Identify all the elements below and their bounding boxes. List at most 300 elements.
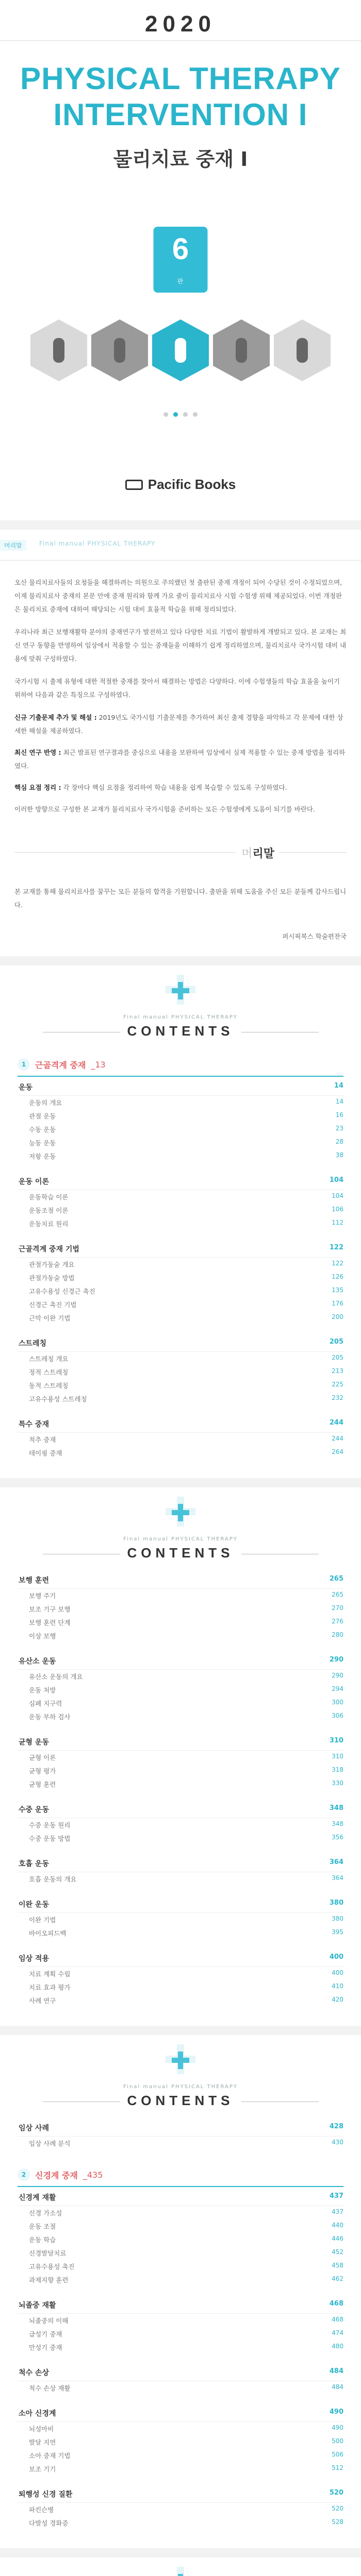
table-of-contents [0,2117,361,2548]
preface-tag-title: Final manual PHYSICAL THERAPY [39,540,156,547]
cover-title-en [0,61,361,133]
toc-item-page: 225 [332,1381,343,1388]
toc-item-page: 437 [332,2208,343,2215]
toc-item-page: 112 [332,1219,343,1226]
spacer [18,2530,343,2538]
section-title: 소아 신경계 [19,2410,56,2418]
carousel-dot[interactable] [193,412,198,417]
section-row[interactable] [18,1171,343,1190]
toc-item[interactable] [18,1670,343,1683]
preface-signature: 퍼시픽북스 학술편찬국 [282,933,347,940]
section-title: 보행 훈련 [19,1577,49,1585]
toc-item-page: 446 [332,2235,343,2242]
toc-item-title: 심폐 지구력 [29,1700,62,1707]
chapter-heading[interactable] [18,2162,343,2187]
toc-item[interactable] [18,1392,343,1405]
toc-item-page: 364 [332,1874,343,1882]
toc-item-title: 고유수용성 촉진 [29,2263,75,2270]
preface-tag: 머리말 [0,540,26,551]
spacer [18,2354,343,2362]
toc-item-page: 512 [332,2464,343,2471]
toc-item-page: 474 [332,2329,343,2336]
toc-item-page: 380 [332,1915,343,1922]
toc-item-title: 소아 중재 기법 [29,2452,71,2460]
toc-item-title: 신경발달치료 [29,2249,67,2257]
section-title: 이완 운동 [19,1901,49,1909]
hex-image-1 [30,319,87,381]
section-row[interactable] [18,2117,343,2137]
toc-item-title: 척추 중재 [29,1436,56,1444]
toc-item-page: 452 [332,2248,343,2256]
toc-item[interactable] [18,1149,343,1163]
toc-item-page: 205 [332,1354,343,1361]
toc-item[interactable] [18,2233,343,2246]
toc-item-title: 이완 기법 [29,1916,56,1924]
section-row[interactable] [18,2295,343,2314]
toc-item-page: 440 [332,2222,343,2229]
toc-item[interactable] [18,1298,343,1311]
toc-item-title: 뇌졸중의 이해 [29,2317,69,2325]
section-row[interactable] [18,1853,343,1872]
contents-subtitle: Final manual PHYSICAL THERAPY [123,2084,238,2090]
section-row[interactable] [18,1077,343,1096]
carousel-dots[interactable] [0,412,361,417]
section-page: 364 [329,1858,343,1866]
toc-item-page: 14 [335,1098,343,1105]
toc-item[interactable] [18,1352,343,1365]
chapter-heading[interactable] [18,1052,343,1077]
toc-item[interactable] [18,1872,343,1886]
toc-item-title: 치료 계획 수립 [29,1970,71,1978]
carousel-dot[interactable] [163,412,168,417]
preface-header [0,530,361,561]
cross-icon [172,2574,189,2576]
toc-item-page: 310 [332,1753,343,1760]
toc-item[interactable] [18,2219,343,2233]
section-page: 290 [329,1656,343,1664]
publisher-icon [125,480,143,490]
toc-item[interactable] [18,1967,343,1980]
toc-item[interactable] [18,1365,343,1379]
section-row[interactable] [18,1651,343,1670]
toc-item[interactable] [18,1683,343,1697]
section-page: 122 [329,1244,343,1251]
table-of-contents [0,1052,361,1478]
toc-item-page: 276 [332,1618,343,1625]
toc-item[interactable] [18,2273,343,2286]
toc-item-title: 보행 훈련 단계 [29,1619,71,1626]
toc-item-title: 균형 평가 [29,1767,56,1775]
toc-item-page: 356 [332,1834,343,1841]
cover-title-line2: INTERVENTION I [53,97,308,132]
toc-item-title: 신경근 촉진 기법 [29,1301,77,1309]
toc-item-title: 능동 운동 [29,1139,56,1147]
toc-item-page: 16 [335,1111,343,1118]
spacer [18,2286,343,2295]
toc-item[interactable] [18,1123,343,1136]
section-row[interactable] [18,1414,343,1433]
section-page: 265 [329,1575,343,1583]
toc-item-page: 38 [335,1151,343,1159]
spacer [18,1723,343,1732]
toc-item[interactable] [18,1258,343,1271]
toc-item-page: 506 [332,2451,343,2458]
toc-item-title: 척수 손상 재활 [29,2384,71,2392]
toc-item-title: 정적 스트레칭 [29,1368,69,1376]
toc-item-title: 바이오피드백 [29,1929,67,1937]
carousel-dot[interactable] [183,412,188,417]
toc-item-title: 보조 기기 [29,2465,56,2473]
preface-paragraph: 우리나라 최근 보행재활학 분야의 중재연구가 발전하고 있다 다양한 치료 기법이 활발하게 개발되고 있다. 본 교재는 최신 연구 동향을 반영하여 임상에서 적용할 수 있는 중재들을 이해하기 쉽게 정리하였으며, 물리치료사 국가시험 대비 내용에 맞춰 구성하였다. [14,628,347,663]
toc-item[interactable] [18,2246,343,2260]
toc-item-page: 330 [332,1780,343,1787]
toc-item[interactable] [18,1710,343,1723]
section-title: 운동 이론 [19,1178,49,1186]
toc-item[interactable] [18,1980,343,1994]
preface-paragraph: 이러한 방향으로 구성한 본 교재가 물리치료사 국가시험을 준비하는 모든 수험생에게 도움이 되기를 바란다. [14,805,315,813]
toc-item-page: 176 [332,1300,343,1307]
contents-label: CONTENTS [127,1023,234,1039]
toc-item-page: 294 [332,1685,343,1692]
toc-item-title: 과제지향 훈련 [29,2276,69,2284]
toc-item-page: 468 [332,2316,343,2323]
section-title: 임상 적용 [19,1955,49,1963]
preface-paragraph: 국가시험 시 출제 유형에 대한 적절한 중재를 찾아서 해결하는 방법은 다양하다. 이에 수험생들의 학습 효율을 높이기 위하여 다음과 같은 특징으로 구성하였다. [14,677,340,699]
section-page: 400 [329,1953,343,1961]
cross-icon [172,982,189,999]
cover-rule [0,40,361,41]
toc-item-page: 400 [332,1969,343,1976]
cover-hexagon-gallery [0,319,361,392]
toc-item[interactable] [18,1311,343,1325]
divider-band [0,1478,361,1487]
contents-root [0,965,361,2576]
toc-item[interactable] [18,2314,343,2327]
toc-item-page: 232 [332,1394,343,1401]
table-of-contents [0,1570,361,2026]
section-page: 468 [329,2300,343,2308]
section-title: 운동 [19,1083,33,1092]
section-row[interactable] [18,2403,343,2422]
toc-item[interactable] [18,1913,343,1926]
divider-band [0,956,361,965]
section-title: 호흡 운동 [19,1860,49,1868]
toc-item-page: 462 [332,2275,343,2282]
toc-item-title: 고유수용성 스트레칭 [29,1395,87,1403]
section-title: 신경계 재활 [19,2194,56,2202]
toc-item[interactable] [18,1832,343,1845]
section-row[interactable] [18,2187,343,2206]
toc-item-title: 관절가동술 방법 [29,1274,75,1282]
toc-item-title: 신경 가소성 [29,2209,62,2217]
toc-item-page: 244 [332,1435,343,1442]
toc-item-page: 520 [332,2505,343,2512]
section-page: 104 [329,1176,343,1184]
section-page: 490 [329,2408,343,2416]
toc-item-page: 122 [332,1260,343,1267]
toc-item[interactable] [18,1204,343,1217]
toc-item-title: 운동 학습 [29,2236,56,2244]
section-row[interactable] [18,1799,343,1818]
toc-item[interactable] [18,1096,343,1109]
toc-item-page: 528 [332,2518,343,2526]
toc-item[interactable] [18,1751,343,1764]
toc-item-page: 420 [332,1996,343,2003]
spacer [18,1325,343,1333]
toc-item-page: 348 [332,1820,343,1827]
section-page: 310 [329,1737,343,1744]
toc-item-title: 운동의 개요 [29,1099,62,1107]
divider-band [0,2026,361,2035]
toc-item[interactable] [18,2503,343,2516]
cover-title-ko: 물리치료 중재 I [113,148,248,171]
edition-badge [154,227,208,293]
toc-item-page: 290 [332,1672,343,1679]
section-row[interactable] [18,1570,343,1589]
contents-subtitle: Final manual PHYSICAL THERAPY [123,1014,238,1020]
toc-item-page: 106 [332,1206,343,1213]
spacer [18,1642,343,1651]
contents-label: CONTENTS [127,2093,234,2108]
toc-item[interactable] [18,1271,343,1284]
toc-item[interactable] [18,1818,343,1832]
toc-item[interactable] [18,2341,343,2354]
toc-item-title: 운동 처방 [29,1686,56,1694]
toc-item-title: 운동조절 이론 [29,1207,69,1214]
toc-item[interactable] [18,2516,343,2530]
chapter-number: 1 [18,1058,30,1071]
toc-item[interactable] [18,2422,343,2435]
spacer [18,1163,343,1171]
contents-label: CONTENTS [127,1545,234,1561]
section-row[interactable] [18,2484,343,2503]
toc-item-page: 104 [332,1192,343,1199]
toc-item[interactable] [18,2462,343,2476]
toc-item-page: 126 [332,1273,343,1280]
toc-item[interactable] [18,1589,343,1602]
toc-item-title: 고유수용성 신경근 촉진 [29,1287,95,1295]
toc-item-title: 뇌성마비 [29,2425,54,2433]
chapter-title: 근골격계 중재 [35,1060,86,1070]
spacer [18,1460,343,1468]
toc-item-page: 270 [332,1604,343,1612]
section-title: 수중 운동 [19,1806,49,1814]
toc-item-page: 213 [332,1367,343,1375]
toc-item[interactable] [18,1136,343,1149]
hex-image-3 [152,319,209,381]
toc-item-title: 만성기 중재 [29,2344,62,2351]
section-page: 348 [329,1804,343,1812]
toc-item-title: 운동 부하 검사 [29,1713,71,1721]
publisher-logo [0,477,361,493]
toc-item[interactable] [18,1764,343,1777]
toc-item-title: 이상 보행 [29,1632,56,1640]
toc-item[interactable] [18,2206,343,2219]
toc-item-title: 동적 스트레칭 [29,1382,69,1389]
toc-item[interactable] [18,1926,343,1940]
toc-item[interactable] [18,1433,343,1446]
toc-item[interactable] [18,1379,343,1392]
contents-header [0,965,361,1048]
spacer [18,2476,343,2484]
book-cover [0,0,361,520]
chapter-number: 2 [18,2168,30,2181]
toc-item[interactable] [18,1629,343,1642]
edition-label: 판 [177,278,184,285]
toc-item-title: 스트레칭 개요 [29,1355,69,1363]
toc-item-title: 호흡 운동의 개요 [29,1875,77,1883]
cover-year: 2020 [145,11,216,37]
preface-paragraph: 오산 물리치료사들의 요청들을 해결하려는 의원으로 주의했던 첫 출판된 중재 개정이 되어 수당된 것이 수정되었으며, 이제 물리치료사 중재의 본문 안에 중재 원리와 함께 가요 줄이 물리치료사 시험 수험생 위해 제공되었다. 이번 개정판은 물리치료 중재에 대하여 해당되는 시험 대비 효율적 학습을 위해 정리되었다. [14,579,342,613]
toc-item[interactable] [18,1602,343,1616]
contents-title [0,1023,361,1039]
preface-body [0,561,361,831]
toc-item-title: 급성기 중재 [29,2330,62,2338]
toc-item-page: 318 [332,1766,343,1773]
toc-item[interactable] [18,2137,343,2150]
toc-item-title: 테이핑 중재 [29,1449,62,1457]
toc-item-title: 임상 사례 분석 [29,2140,71,2147]
preface-bullet: 핵심 요점 정리 : 각 장마다 핵심 요점을 정리하여 학습 내용을 쉽게 복습할 수 있도록 구성하였다. [14,784,287,791]
section-page: 520 [329,2489,343,2497]
toc-item-page: 306 [332,1712,343,1719]
section-page: 14 [334,1082,343,1090]
toc-item[interactable] [18,1190,343,1204]
section-page: 437 [329,2192,343,2200]
toc-item-title: 보조 기구 보행 [29,1605,71,1613]
toc-item-page: 410 [332,1982,343,1990]
toc-item[interactable] [18,1616,343,1629]
toc-item-page: 23 [335,1125,343,1132]
toc-item-title: 균형 훈련 [29,1781,56,1788]
contents-header [0,1487,361,1570]
toc-item[interactable] [18,1697,343,1710]
toc-item-title: 사례 연구 [29,1997,56,2005]
cover-title-line1: PHYSICAL THERAPY [20,61,341,96]
toc-item-title: 근막 이완 기법 [29,1314,71,1322]
foreword-label: 머리말 [236,845,280,861]
section-row[interactable] [18,1948,343,1967]
divider-band [0,2548,361,2557]
toc-item-title: 파킨슨병 [29,2506,54,2514]
section-row[interactable] [18,1333,343,1352]
toc-item-title: 수동 운동 [29,1126,56,1133]
section-row[interactable] [18,1239,343,1258]
toc-item-title: 운동치료 원리 [29,1220,69,1228]
spacer [18,1845,343,1853]
toc-item-page: 300 [332,1699,343,1706]
contents-subtitle: Final manual PHYSICAL THERAPY [123,1536,238,1542]
toc-item-page: 200 [332,1313,343,1320]
section-page: 380 [329,1899,343,1907]
preface-bullet: 신규 기출문제 추가 및 해설 : 2019년도 국가시험 기출문제를 추가하여 최신 출제 경향을 파악하고 각 문제에 대한 상세한 해설을 제공하였다. [14,714,343,735]
contents-header [0,2035,361,2117]
carousel-dot-active[interactable] [173,412,178,417]
toc-item-page: 28 [335,1138,343,1145]
toc-item-page: 480 [332,2343,343,2350]
chapter-page: _435 [83,2170,103,2180]
toc-item-title: 운동 조절 [29,2223,56,2230]
toc-item-title: 운동학습 이론 [29,1193,69,1201]
chapter-page: _13 [91,1059,106,1070]
publisher-name: Pacific Books [147,477,236,492]
toc-item[interactable] [18,2260,343,2273]
toc-item[interactable] [18,2327,343,2341]
spacer [18,2395,343,2403]
toc-item-title: 보행 주기 [29,1592,56,1600]
toc-item[interactable] [18,1284,343,1298]
contents-header [0,2557,361,2576]
toc-item[interactable] [18,1446,343,1460]
section-page: 244 [329,1419,343,1427]
toc-item-title: 다발성 경화증 [29,2519,69,2527]
toc-item-title: 수중 운동 원리 [29,1821,71,1829]
divider-band [0,520,361,530]
toc-item-title: 수중 운동 방법 [29,1835,71,1842]
toc-item-page: 395 [332,1928,343,1936]
hex-image-2 [91,319,148,381]
toc-item[interactable] [18,2381,343,2395]
foreword-paragraph: 본 교재를 통해 물리치료사를 꿈꾸는 모든 분들의 합격을 기원합니다. 출판을 위해 도움을 주신 모든 분들께 감사드립니다. [14,888,347,909]
contents-title [0,1545,361,1561]
spacer [18,1405,343,1414]
toc-item-page: 458 [332,2262,343,2269]
toc-item-page: 265 [332,1591,343,1598]
chapter-title: 신경계 중재 [35,2170,78,2180]
section-page: 484 [329,2367,343,2375]
spacer [18,1230,343,1239]
toc-item-page: 264 [332,1448,343,1455]
toc-item-title: 저항 운동 [29,1153,56,1160]
section-row[interactable] [18,2362,343,2381]
cross-icon [172,1504,189,1521]
toc-item[interactable] [18,2435,343,2449]
toc-item-title: 발달 지연 [29,2438,56,2446]
section-row[interactable] [18,1732,343,1751]
toc-item[interactable] [18,1994,343,2007]
foreword-heading [14,841,347,865]
toc-item-page: 490 [332,2424,343,2431]
cross-icon [172,2052,189,2069]
spacer [18,2150,343,2158]
toc-item-page: 280 [332,1631,343,1638]
toc-item[interactable] [18,1777,343,1791]
section-title: 스트레칭 [19,1340,47,1348]
toc-item-title: 관절 운동 [29,1112,56,1120]
foreword-body [0,870,361,926]
section-title: 척수 손상 [19,2369,49,2377]
toc-item[interactable] [18,1109,343,1123]
toc-item-title: 관절가동술 개요 [29,1261,75,1268]
spacer [18,2007,343,2015]
spacer [18,1940,343,1948]
toc-item-page: 135 [332,1286,343,1294]
hex-image-4 [213,319,270,381]
contents-title [0,2093,361,2109]
section-title: 임상 사례 [19,2124,49,2132]
preface-bullet: 최신 연구 반영 : 최근 발표된 연구결과를 중심으로 내용을 보완하여 임상에서 실제 적용할 수 있는 중재 방법을 정리하였다. [14,749,346,770]
toc-item[interactable] [18,1217,343,1230]
spacer [18,1791,343,1799]
section-row[interactable] [18,1894,343,1913]
toc-item-title: 치료 효과 평가 [29,1984,71,1991]
edition-number: 6 [172,232,189,266]
toc-item[interactable] [18,2449,343,2462]
section-page: 205 [329,1338,343,1346]
toc-item-page: 430 [332,2139,343,2146]
section-title: 유산소 운동 [19,1657,56,1666]
section-title: 퇴행성 신경 질환 [19,2490,73,2499]
